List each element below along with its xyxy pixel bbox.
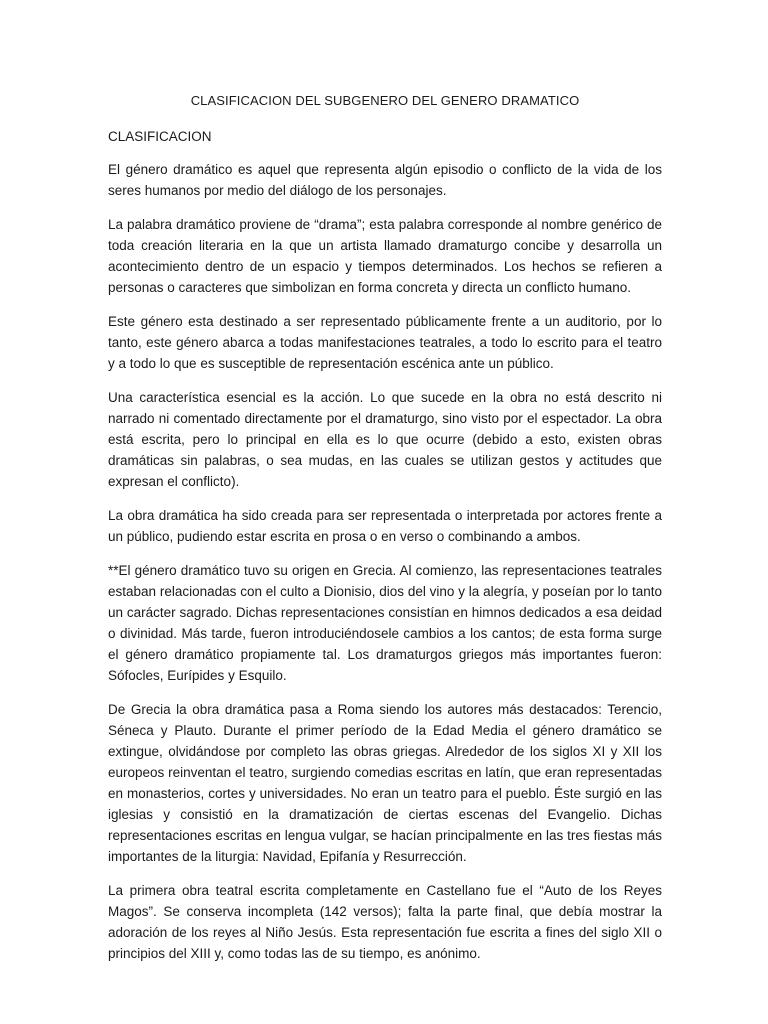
paragraph-rome-middle-ages: De Grecia la obra dramática pasa a Roma siendo los autores más destacados: Terencio, Séneca y Plauto. Durante el primer período de la Edad Media el género dramático se extingue, olvidándose por completo las obras griegas. Alrededor de los siglos XI y XII los europeos reinventan el teatro, surgiendo comedias escritas en latín, que eran representadas en monasterios, cortes y universidades. No eran un teatro para el pueblo. Éste surgió en las iglesias y consistió en la dramatización de ciertas escenas del Evangelio. Dichas representaciones escritas en lengua vulgar, se hacían principalmente en las tres fiestas más importantes de la liturgia: Navidad, Epifanía y Resurrección. bbox=[108, 702, 662, 864]
document-title: CLASIFICACION DEL SUBGENERO DEL GENERO DRAMATICO bbox=[190, 93, 580, 108]
paragraph-first-castilian-play: La primera obra teatral escrita completamente en Castellano fue el “Auto de los Reyes Magos”. Se conserva incompleta (142 versos); falta la parte final, que debía mostrar la adoración de los reyes al Niño Jesús. Esta representación fue escrita a fines del siglo XII o principios del XIII y, como todas las de su tiempo, es anónimo. bbox=[108, 883, 662, 961]
paragraph-definition: El género dramático es aquel que representa algún episodio o conflicto de la vida de los seres humanos por medio del diálogo de los personajes. bbox=[108, 162, 662, 198]
paragraph-representation: Este género esta destinado a ser representado públicamente frente a un auditorio, por lo tanto, este género abarca a todas manifestaciones teatrales, a todo lo escrito para el teatro y a todo lo que es susceptible de representación escénica ante un público. bbox=[108, 314, 662, 371]
paragraph-origin-greece: **El género dramático tuvo su origen en Grecia. Al comienzo, las representaciones teatrales estaban relacionadas con el culto a Dionisio, dios del vino y la alegría, y poseían por lo tanto un carácter sagrado. Dichas representaciones consistían en himnos dedicados a esa deidad o divinidad. Más tarde, fueron introduciéndosele cambios a los cantos; de esta forma surge el género dramático propiamente tal. Los dramaturgos griegos más importantes fueron: Sófocles, Eurípides y Esquilo. bbox=[108, 563, 662, 683]
paragraph-actors: La obra dramática ha sido creada para ser representada o interpretada por actores frente a un público, pudiendo estar escrita en prosa o en verso o combinando a ambos. bbox=[108, 508, 662, 544]
section-heading: CLASIFICACION bbox=[108, 129, 212, 144]
paragraph-action: Una característica esencial es la acción. Lo que sucede en la obra no está descrito ni narrado ni comentado directamente por el dramaturgo, sino visto por el espectador. La obra está escrita, pero lo principal en ella es lo que ocurre (debido a esto, existen obras dramáticas sin palabras, o sea mudas, en las cuales se utilizan gestos y actitudes que expresan el conflicto). bbox=[108, 390, 662, 489]
paragraph-etymology: La palabra dramático proviene de “drama”; esta palabra corresponde al nombre genérico de toda creación literaria en la que un artista llamado dramaturgo concibe y desarrolla un acontecimiento dentro de un espacio y tiempos determinados. Los hechos se refieren a personas o caracteres que simbolizan en forma concreta y directa un conflicto humano. bbox=[108, 217, 662, 295]
